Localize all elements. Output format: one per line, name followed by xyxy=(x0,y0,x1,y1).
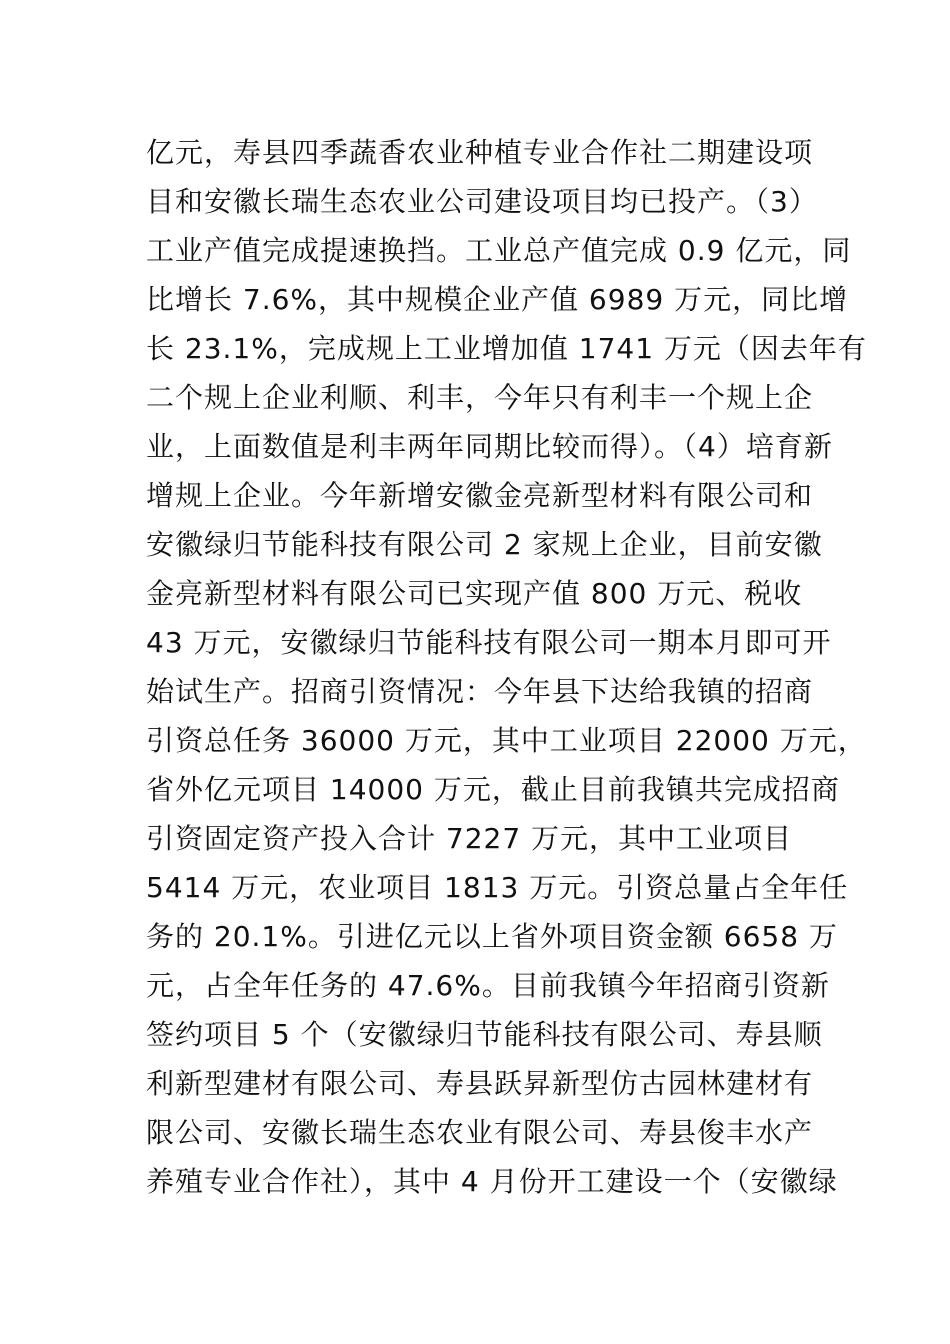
body-paragraph xyxy=(146,128,867,1206)
text-line: 安徽绿归节能科技有限公司 2 家规上企业，目前安徽 xyxy=(146,528,823,561)
text-line: 比增长 7.6%，其中规模企业产值 6989 万元，同比增 xyxy=(146,283,849,316)
text-line: 引资固定资产投入合计 7227 万元，其中工业项目 xyxy=(146,822,793,855)
text-line: 业，上面数值是利丰两年同期比较而得）。（4）培育新 xyxy=(146,430,833,463)
text-line: 金亮新型材料有限公司已实现产值 800 万元、税收 xyxy=(146,577,803,610)
text-line: 引资总任务 36000 万元，其中工业项目 22000 万元， xyxy=(146,724,867,757)
text-line: 签约项目 5 个（安徽绿归节能科技有限公司、寿县顺 xyxy=(146,1018,823,1051)
text-line: 始试生产。招商引资情况：今年县下达给我镇的招商 xyxy=(146,675,814,708)
text-line: 5414 万元，农业项目 1813 万元。引资总量占全年任 xyxy=(146,871,849,904)
text-line: 利新型建材有限公司、寿县跃昇新型仿古园林建材有 xyxy=(146,1067,814,1100)
text-line: 工业产值完成提速换挡。工业总产值完成 0.9 亿元，同 xyxy=(146,234,852,267)
text-line: 限公司、安徽长瑞生态农业有限公司、寿县俊丰水产 xyxy=(146,1116,814,1149)
text-line: 亿元，寿县四季蔬香农业种植专业合作社二期建设项 xyxy=(146,136,814,169)
text-line: 元，占全年任务的 47.6%。目前我镇今年招商引资新 xyxy=(146,969,830,1002)
text-line: 43 万元，安徽绿归节能科技有限公司一期本月即可开 xyxy=(146,626,832,659)
text-line: 二个规上企业利顺、利丰，今年只有利丰一个规上企 xyxy=(146,381,814,414)
text-line: 务的 20.1%。引进亿元以上省外项目资金额 6658 万 xyxy=(146,920,838,953)
text-line: 省外亿元项目 14000 万元，截止目前我镇共完成招商 xyxy=(146,773,840,806)
text-line: 长 23.1%，完成规上工业增加值 1741 万元（因去年有 xyxy=(146,332,867,365)
text-line: 养殖专业合作社），其中 4 月份开工建设一个（安徽绿 xyxy=(146,1165,838,1198)
text-line: 目和安徽长瑞生态农业公司建设项目均已投产。（3） xyxy=(146,185,818,218)
text-line: 增规上企业。今年新增安徽金亮新型材料有限公司和 xyxy=(146,479,814,512)
